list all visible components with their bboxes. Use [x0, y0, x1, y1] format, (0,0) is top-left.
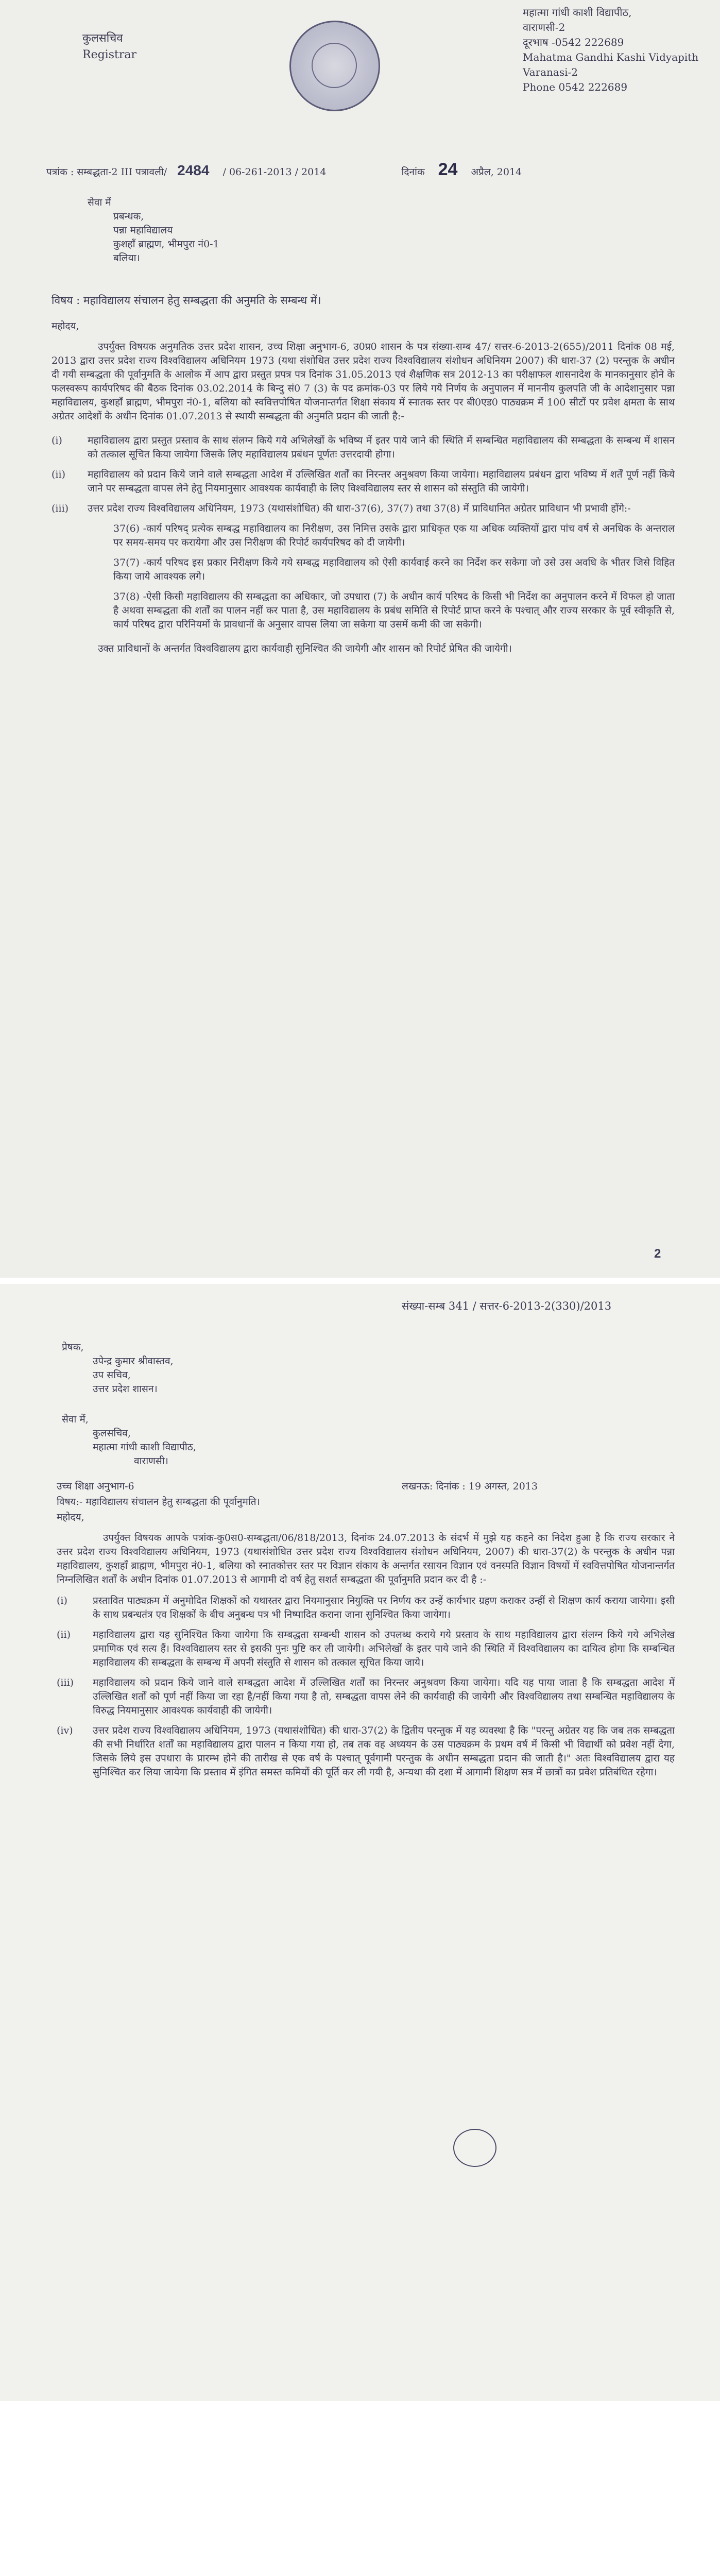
sender-label: प्रेषक, [62, 1342, 84, 1353]
header-right-line3: दूरभाष -0542 222689 [523, 36, 624, 48]
list-item [57, 1628, 675, 1670]
page2-recipient-line2: महात्मा गांधी काशी विद्यापीठ, [93, 1442, 196, 1453]
page2-recipient-block [62, 1413, 196, 1468]
list-item [52, 502, 675, 516]
recipient-line4: बलिया। [113, 252, 140, 264]
header-right-line6: Phone 0542 222689 [523, 81, 628, 93]
ref-date-label: दिनांक [401, 166, 425, 178]
sender-line1: उपेन्द्र कुमार श्रीवास्तव, [93, 1355, 174, 1367]
page2-recipient-line3: वाराणसी। [134, 1455, 168, 1467]
ref-file: / 06-261-2013 / 2014 [222, 166, 327, 178]
ref-date-day: 24 [438, 160, 458, 179]
place-date: लखनऊ: दिनांक : 19 अगस्त, 2013 [402, 1481, 538, 1492]
item-number: (i) [57, 1595, 67, 1606]
section-label: उच्च शिक्षा अनुभाग-6 [57, 1481, 134, 1492]
reference-line [46, 160, 675, 180]
recipient-line2: पन्ना महाविद्यालय [113, 225, 173, 236]
header-left-line1: कुलसचिव [82, 32, 123, 45]
sender-line3: उत्तर प्रदेश शासन। [93, 1383, 158, 1395]
signature-mark-icon [453, 2129, 496, 2167]
header-right-line4: Mahatma Gandhi Kashi Vidyapith [523, 51, 699, 63]
conditions-list [52, 434, 675, 516]
ref-text: पत्रांक : सम्बद्धता-2 III पत्रावली/ [46, 166, 167, 178]
sub-item-37-7: 37(7) -कार्य परिषद इस प्रकार निरीक्षण किये गये सम्बद्ध महाविद्यालय को ऐसी कार्यवाई करने का निर्देश कर सकेगा जो उसे उस अवधि के भीतर जिसे विहित किया जाये आवश्यक लगे। [113, 557, 675, 582]
university-seal-icon [289, 21, 380, 111]
page-separator [0, 1278, 720, 1284]
item-text: महाविद्यालय को प्रदान किये जाने वाले सम्बद्धता आदेश में उल्लिखित शर्तों का निरन्तर अनुश्रवण किया जायेगा। महाविद्यालय प्रबंधन द्वारा भविष्य में शर्तें पूर्ण नहीं किये जाने पर सम्बद्धता वापस लेने हेतु नियमानुसार आवश्यक कार्यवाही के लिए विश्वविद्यालय स्तर से शासन को संस्तुति की जायेगी। [88, 469, 675, 494]
header-right [523, 5, 698, 95]
page-number: 2 [654, 1247, 661, 1261]
page2-salutation: महोदय, [57, 1512, 84, 1523]
item-number: (ii) [57, 1629, 71, 1640]
item-text: उत्तर प्रदेश राज्य विश्वविद्यालय अधिनियम, 1973 (यथासंशोधित) की धारा-37(2) के द्वितीय परन्तुक में यह व्यवस्था है कि "परन्तु अग्रेतर यह कि जब तक सम्बद्धता की सभी निर्धारित शर्तों का महाविद्यालय द्वारा पालन न किया गया हो, तब तक वह अध्ययन के उस पाठ्यक्रम के प्रथम वर्ष में किसी भी विद्यार्थी को प्रवेश नहीं देगा, जिसके लिये इस उपधारा के प्रारम्भ होने की तारीख से एक वर्ष के पश्चात् पूर्वगामी परन्तुक के अधीन सम्बद्धता प्रदान की जाती है।" अतः विश्वविद्यालय द्वारा यह सुनिश्चित कर लिया जायेगा कि प्रस्ताव में इंगित समस्त कमियों की पूर्ति कर ली गयी है, अन्यथा की दशा में आगामी शिक्षण सत्र में छात्रों का प्रवेश प्रतिबंधित रहेगा। [93, 1725, 675, 1778]
subject-line: विषय : महाविद्यालय संचालन हेतु सम्बद्धता की अनुमति के सम्बन्ध में। [52, 294, 321, 307]
body-main [52, 340, 675, 661]
recipient-label: सेवा में [88, 197, 111, 208]
list-item [57, 1724, 675, 1780]
recipient-line1: प्रबन्धक, [113, 211, 144, 222]
page2-recipient-label: सेवा में, [62, 1414, 89, 1425]
item-text: महाविद्यालय द्वारा प्रस्तुत प्रस्ताव के साथ संलग्न किये गये अभिलेखों के भविष्य में इतर पाये जाने की स्थिति में सम्बन्धित महाविद्यालय की सम्बद्धता के सम्बन्ध में शासन को तत्काल सूचित किया जायेगा जिसके लिए महाविद्यालय प्रबंधन पूर्णतः उत्तरदायी होगा। [88, 435, 675, 460]
sender-line2: उप सचिव, [93, 1369, 131, 1381]
page2-body [57, 1531, 675, 1786]
header-right-line2: वाराणसी-2 [523, 21, 565, 33]
item-text: प्रस्तावित पाठ्यक्रम में अनुमोदित शिक्षकों को यथास्तर द्वारा नियमानुसार नियुक्ति पर निर्णय कर उन्हें कार्यभार ग्रहण कराकर उन्हीं से शिक्षण कार्य कराया जायेगा। इसी के साथ प्रबन्धतंत्र एव शिक्षकों के बीच अनुबन्ध पत्र भी निष्पादित कराना जाना सुनिश्चित किया जायेगा। [93, 1595, 675, 1620]
sub-conditions [52, 522, 675, 632]
page2-reference: संख्या-सम्ब 341 / सत्तर-6-2013-2(330)/2013 [402, 1300, 612, 1312]
header-right-line5: Varanasi-2 [523, 66, 578, 78]
salutation: महोदय, [52, 320, 79, 332]
item-text: महाविद्यालय द्वारा यह सुनिश्चित किया जायेगा कि सम्बद्धता सम्बन्धी शासन को उपलब्ध कराये गये प्रस्ताव के साथ महाविद्यालय द्वारा संलग्न किये गये अभिलेख प्रमाणिक एवं सत्य हैं। विश्वविद्यालय स्तर से इसकी पुनः पुष्टि कर ली जायेगी। अभिलेखों के इतर पाये जाने की स्थिति में विश्वविद्यालय का दायित्व होगा कि सम्बन्धित महाविद्यालय की सम्बद्धता के सम्बन्ध में अपनी संस्तुति से शासन को तत्काल सूचित किया जाये। [93, 1629, 675, 1668]
sub-item-37-8: 37(8) -ऐसी किसी महाविद्यालय की सम्बद्धता का अधिकार, जो उपधारा (7) के अधीन कार्य परिषद के किसी भी निर्देश का अनुपालन करने में विफल हो जाता है अथवा सम्बद्धता की शर्तों का पालन नहीं कर पाता है, उस महाविद्यालय के प्रबंध समिति से रिपोर्ट प्राप्त करने के पश्चात् और राज्य सरकार के पूर्व स्वीकृति से, कार्य परिषद द्वारा परिनियमों के प्रावधानों के अनुसार वापस लिया जा सकेगा या उसमें कमी की जा सकेगी। [113, 591, 675, 630]
letter-page-1 [0, 0, 720, 1278]
ref-date-rest: अप्रैल, 2014 [471, 166, 522, 178]
item-number: (iii) [52, 503, 69, 514]
page2-body-paragraph-1: उपर्युक्त विषयक आपके पत्रांक-कु0स0-सम्बद्धता/06/818/2013, दिनांक 24.07.2013 के संदर्भ में मुझे यह कहने का निदेश हुआ है कि राज्य सरकार ने उत्तर प्रदेश राज्य विश्वविद्यालय अधिनियम, 1973 (यथासंशोधित उत्तर प्रदेश राज्य विश्वविद्यालय संशोधन अधिनियम, 2007) की धारा-37(2) के परन्तुक के अधीन पन्ना महाविद्यालय, कुशहाँ ब्राह्मण, भीमपुरा नं0-1, बलिया को स्नातकोत्तर स्तर पर विज्ञान संकाय के अन्तर्गत रसायन विज्ञान एवं वनस्पति विज्ञान विषयों में स्ववित्तपोषित योजनान्तर्गत निम्नलिखित शर्तों के अधीन दिनांक 01.07.2013 से आगामी दो वर्ष हेतु सशर्त सम्बद्धता की पूर्वानुमति प्रदान कर दी है :- [57, 1532, 675, 1585]
list-item [57, 1676, 675, 1718]
header-left-line2: Registrar [82, 48, 136, 61]
page2-recipient-line1: कुलसचिव, [93, 1428, 131, 1439]
item-number: (iv) [57, 1725, 73, 1736]
list-item [57, 1594, 675, 1622]
page2-subject: विषय:- महाविद्यालय संचालन हेतु सम्बद्धता की पूर्वानुमति। [57, 1496, 260, 1507]
recipient-block [88, 196, 219, 265]
list-item [52, 468, 675, 496]
item-number: (ii) [52, 469, 65, 480]
sender-block [62, 1341, 174, 1396]
ref-number: 2484 [177, 162, 210, 178]
list-item [52, 434, 675, 462]
item-number: (i) [52, 435, 62, 446]
letter-page-2 [0, 1284, 720, 2401]
body-paragraph-1: उपर्युक्त विषयक अनुमतिक उत्तर प्रदेश शासन, उच्च शिक्षा अनुभाग-6, उ0प्र0 शासन के पत्र संख्या-सम्ब 47/ सत्तर-6-2013-2(655)/2011 दिनांक 08 मई, 2013 द्वारा उत्तर प्रदेश राज्य विश्वविद्यालय अधिनियम 1973 (यथा संशोधित उत्तर प्रदेश राज्य विश्वविद्यालय संशोधन अधिनियम 2007) की धारा-37 (2) परन्तुक के अधीन दी गयी सम्बद्धता की पूर्वानुमति के आलोक में आप द्वारा प्रस्तुत प्रपत्र पत्र दिनांक 31.05.2013 एवं शैक्षणिक सत्र 2012-13 का परीक्षाफल शासनादेश के मानकानुसार होने के फलस्वरूप कार्यपरिषद की बैठक दिनांक 03.02.2014 के बिन्दु सं0 7 (3) के पद क्रमांक-03 पर लिये गये निर्णय के अनुपालन में माननीय कुलपति जी के आदेशानुसार पन्ना महाविद्यालय, कुशहाँ ब्राह्मण, भीमपुरा नं0-1, बलिया को स्ववित्तपोषित योजनान्तर्गत शिक्षा संकाय में स्नातक स्तर पर बी0एड0 पाठ्यक्रम में 100 सीटों पर प्रवेश क्षमता के साथ अग्रेतर आदेशों के अधीन दिनांक 01.07.2013 से स्थायी सम्बद्धता की अनुमति प्रदान की जाती है:- [52, 341, 675, 422]
page2-conditions-list [57, 1594, 675, 1780]
closing-paragraph: उक्त प्राविधानों के अन्तर्गत विश्वविद्यालय द्वारा कार्यवाही सुनिश्चित की जायेगी और शासन को रिपोर्ट प्रेषित की जायेगी। [98, 643, 512, 654]
item-number: (iii) [57, 1677, 74, 1688]
item-text: उत्तर प्रदेश राज्य विश्वविद्यालय अधिनियम, 1973 (यथासंशोधित) की धारा-37(6), 37(7) तथा 37(8) में प्राविधानित अग्रेतर प्राविधान भी प्रभावी होंगे:- [88, 503, 631, 514]
header-left [82, 30, 136, 64]
header-right-line1: महात्मा गांधी काशी विद्यापीठ, [523, 6, 632, 19]
sub-item-37-6: 37(6) -कार्य परिषद् प्रत्येक सम्बद्ध महाविद्यालय का निरीक्षण, उस निमित्त उसके द्वारा प्राधिकृत एक या अधिक व्यक्तियों द्वारा पांच वर्ष से अनधिक के अन्तराल पर समय-समय पर करायेगा और उस निरीक्षण की रिपोर्ट कार्यपरिषद को दी जायेगी। [113, 523, 675, 548]
recipient-line3: कुशहाँ ब्राह्मण, भीमपुरा नं0-1 [113, 239, 219, 250]
item-text: महाविद्यालय को प्रदान किये जाने वाले सम्बद्धता आदेश में उल्लिखित शर्तों का निरन्तर अनुश्रवण किया जायेगा। यदि यह पाया जाता है कि सम्बद्धता आदेश में उल्लिखित शर्तों को पूर्ण नहीं किया जा रहा है/नहीं किया गया है तो, सम्बद्धता वापस लेने की कार्यवाही की जायेगी और विश्वविद्यालय तथा सम्बन्धित महाविद्यालय के विरुद्ध नियमानुसार आवश्यक कार्यवाही की जायेगी। [93, 1677, 675, 1716]
